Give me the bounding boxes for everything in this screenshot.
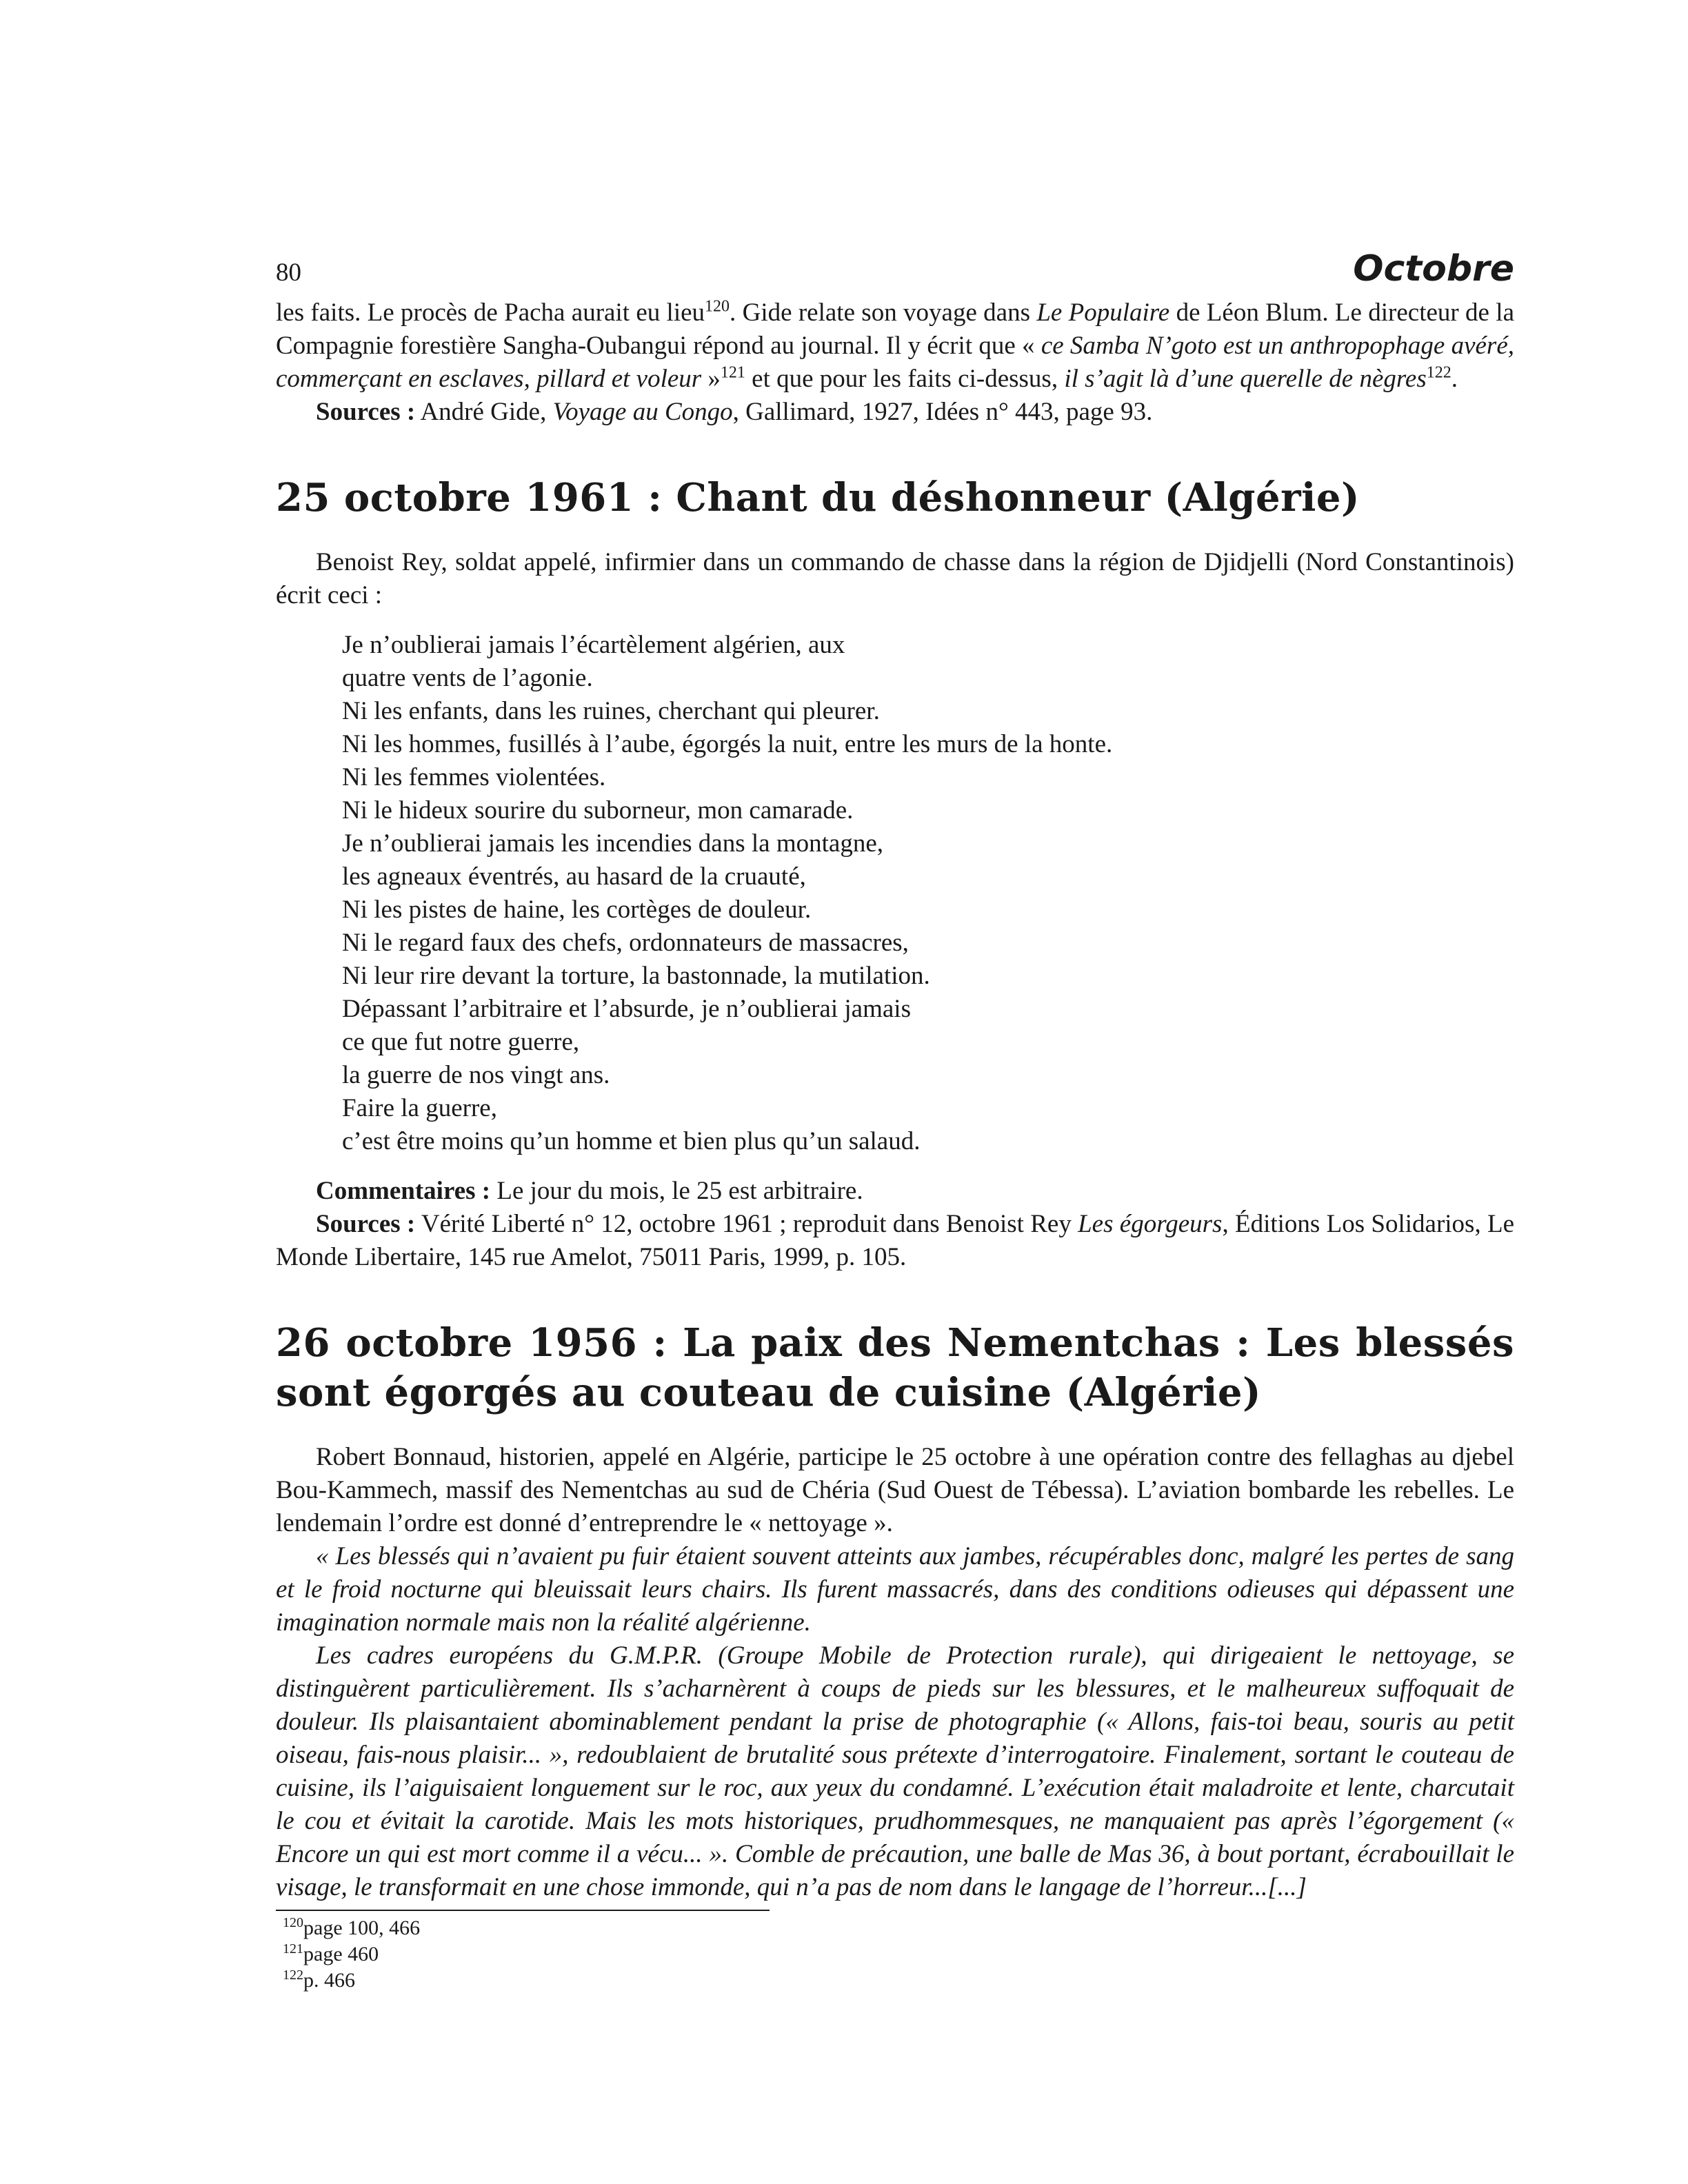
poem-line: Faire la guerre, <box>342 1094 497 1122</box>
text-run: , Gallimard, 1927, Idées n° 443, page 93. <box>732 398 1153 426</box>
poem-line: Ni le hideux sourire du suborneur, mon camarade. <box>342 796 854 825</box>
footnote-ref[interactable]: 122 <box>1426 363 1451 382</box>
intro-paragraph <box>276 296 1514 396</box>
section-heading: 26 octobre 1956 : La paix des Nementchas : Les blessés sont égorgés au couteau de cuisine (Algérie) <box>276 1320 1514 1415</box>
quote-paragraph: « Les blessés qui n’avaient pu fuir étaient souvent atteints aux jambes, récupérables donc, malgré les pertes de sang et le froid nocturne qui bleuissait leurs chairs. Ils furent massacrés, dans des conditions odieuses qui dépassent une imagination normale mais non la réalité algérienne. <box>276 1542 1514 1637</box>
poem-line: les agneaux éventrés, au hasard de la cruauté, <box>342 862 806 891</box>
poem-line: Ni les femmes violentées. <box>342 763 606 791</box>
footnote-text: page 460 <box>303 1943 379 1965</box>
italic-text: Le Populaire <box>1036 299 1170 327</box>
text-run: , Éditions Los Solidarios, Le Monde Libertaire, 145 rue Amelot, 75011 Paris, 1999, p. 105. <box>276 1210 1514 1271</box>
section-intro: Benoist Rey, soldat appelé, infirmier dans un commando de chasse dans la région de Djidjelli (Nord Constantinois) écrit ceci : <box>276 548 1514 609</box>
footnote-divider <box>276 1910 770 1911</box>
poem-line: Ni les enfants, dans les ruines, cherchant qui pleurer. <box>342 697 880 725</box>
poem-line: la guerre de nos vingt ans. <box>342 1061 610 1089</box>
text-run: André Gide, <box>415 398 553 426</box>
footnotes <box>283 1915 1514 1994</box>
text-run: de Léon Blum. Le directeur de la Compagnie forestière Sangha-Oubangui répond au journal. Il y écrit que « <box>276 299 1514 360</box>
comments-paragraph <box>276 1175 1514 1208</box>
poem-line: Dépassant l’arbitraire et l’absurde, je n’oublierai jamais <box>342 995 911 1023</box>
text-run: . Gide relate son voyage dans <box>730 299 1037 327</box>
footnote <box>283 1915 1514 1941</box>
text-run: Le jour du mois, le 25 est arbitraire. <box>490 1177 863 1205</box>
page-header <box>276 248 1514 296</box>
running-title: Octobre <box>1353 248 1514 290</box>
text-run: . <box>1451 365 1458 393</box>
footnote-text: p. 466 <box>303 1969 355 1992</box>
page-number: 80 <box>276 259 301 287</box>
poem-line: ce que fut notre guerre, <box>342 1028 580 1056</box>
sources-paragraph <box>276 396 1514 429</box>
book-title: Voyage au Congo <box>552 398 733 426</box>
footnote-ref[interactable]: 121 <box>720 363 745 382</box>
italic-quote: il s’agit là d’une querelle de nègres <box>1064 365 1427 393</box>
poem-line: Je n’oublierai jamais l’écartèlement algérien, aux <box>342 631 845 659</box>
poem-line: Ni le regard faux des chefs, ordonnateurs de massacres, <box>342 929 909 957</box>
section-intro: Robert Bonnaud, historien, appelé en Algérie, participe le 25 octobre à une opération contre des fellaghas au djebel Bou-Kammech, massif des Nementchas au sud de Chéria (Sud Ouest de Tébessa). L’aviation bombarde les rebelles. Le lendemain l’ordre est donné d’entreprendre le « nettoyage ». <box>276 1443 1514 1537</box>
poem-line: Ni les pistes de haine, les cortèges de douleur. <box>342 896 812 924</box>
footnote <box>283 1968 1514 1994</box>
footnote <box>283 1941 1514 1968</box>
poem-line: Ni leur rire devant la torture, la bastonnade, la mutilation. <box>342 962 930 990</box>
text-run: les faits. Le procès de Pacha aurait eu lieu <box>276 299 705 327</box>
quote-paragraph: Les cadres européens du G.M.P.R. (Groupe Mobile de Protection rurale), qui dirigeaient le nettoyage, se distinguèrent particulièrement. Ils s’acharnèrent à coups de pieds sur les blessures, et le malheureux suffoquait de douleur. Ils plaisantaient abominablement pendant la prise de photographie (« Allons, fais-toi beau, souris au petit oiseau, fais-nous plaisir... », redoublaient de brutalité sous prétexte d’interrogatoire. Finalement, sortant le couteau de cuisine, ils l’aiguisaient longuement sur le roc, aux yeux du condamné. L’exécution était maladroite et lente, charcutait le cou et évitait la carotide. Mais les mots historiques, prudhommesques, ne manquaient pas après l’égorgement (« Encore un qui est mort comme il a vécu... ». Comble de précaution, une balle de Mas 36, à bout portant, écrabouillait le visage, le transformait en une chose immonde, qui n’a pas de nom dans le langage de l’horreur...[...] <box>276 1641 1514 1901</box>
footnote-text: page 100, 466 <box>303 1917 421 1939</box>
text-run: » <box>701 365 721 393</box>
poem <box>342 629 1514 1158</box>
comments-label: Commentaires : <box>316 1177 491 1205</box>
poem-line: c’est être moins qu’un homme et bien plus qu’un salaud. <box>342 1127 921 1155</box>
italic-quote: ce Samba N’goto est un anthropophage avéré, commerçant en esclaves, pillard et voleur <box>276 332 1514 393</box>
poem-line: Je n’oublierai jamais les incendies dans la montagne, <box>342 829 883 858</box>
poem-line: quatre vents de l’agonie. <box>342 664 593 692</box>
page <box>276 248 1514 1994</box>
section-heading: 25 octobre 1961 : Chant du déshonneur (Algérie) <box>276 475 1360 520</box>
footnote-number: 121 <box>283 1941 303 1957</box>
footnote-ref[interactable]: 120 <box>705 297 730 316</box>
book-title: Les égorgeurs <box>1078 1210 1223 1238</box>
sources-label: Sources : <box>316 1210 416 1238</box>
poem-line: Ni les hommes, fusillés à l’aube, égorgés la nuit, entre les murs de la honte. <box>342 730 1113 758</box>
sources-label: Sources : <box>316 398 416 426</box>
text-run: Vérité Liberté n° 12, octobre 1961 ; reproduit dans Benoist Rey <box>415 1210 1078 1238</box>
footnote-number: 120 <box>283 1915 303 1930</box>
footnote-number: 122 <box>283 1968 303 1983</box>
sources-paragraph <box>276 1208 1514 1274</box>
text-run: et que pour les faits ci-dessus, <box>745 365 1065 393</box>
